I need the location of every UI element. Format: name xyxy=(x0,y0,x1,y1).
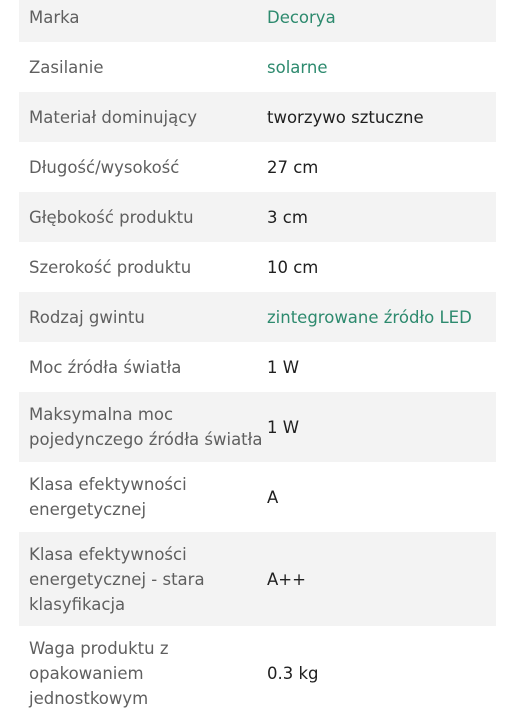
spec-label: Rodzaj gwintu xyxy=(29,307,145,327)
spec-value: 0.3 kg xyxy=(267,663,319,683)
power-source-link[interactable]: solarne xyxy=(267,57,328,77)
spec-value xyxy=(267,5,496,30)
spec-row-power-source xyxy=(19,42,496,92)
spec-value xyxy=(267,305,496,330)
spec-row-light-power xyxy=(19,342,496,392)
spec-label: Długość/wysokość xyxy=(29,157,180,177)
spec-row-brand xyxy=(19,0,496,42)
spec-row-material xyxy=(19,92,496,142)
spec-row-max-light-power xyxy=(19,392,496,462)
spec-row-length xyxy=(19,142,496,192)
spec-label: Moc źródła światła xyxy=(29,357,182,377)
thread-type-link[interactable]: zintegrowane źródło LED xyxy=(267,307,472,327)
spec-value: 27 cm xyxy=(267,157,319,177)
spec-label: Głębokość produktu xyxy=(29,207,194,227)
spec-label: Marka xyxy=(29,7,80,27)
product-specs-table xyxy=(19,0,496,720)
spec-value: 3 cm xyxy=(267,207,308,227)
spec-label: Klasa efektywności energetycznej - stara klasyfikacja xyxy=(29,544,205,614)
spec-label: Szerokość produktu xyxy=(29,257,192,277)
spec-value: 10 cm xyxy=(267,257,319,277)
spec-label: Klasa efektywności energetycznej xyxy=(29,475,187,519)
spec-row-energy-class-old xyxy=(19,532,496,626)
spec-label: Materiał dominujący xyxy=(29,107,198,127)
spec-label: Waga produktu z opakowaniem jednostkowym xyxy=(29,638,169,708)
brand-link[interactable]: Decorya xyxy=(267,7,336,27)
spec-value: 1 W xyxy=(267,357,300,377)
spec-label: Zasilanie xyxy=(29,57,104,77)
spec-row-weight xyxy=(19,626,496,720)
spec-label: Maksymalna moc pojedynczego źródła światła xyxy=(29,405,263,449)
spec-row-thread-type xyxy=(19,292,496,342)
spec-value: 1 W xyxy=(267,417,300,437)
spec-value: tworzywo sztuczne xyxy=(267,107,424,127)
spec-value: A xyxy=(267,487,279,507)
spec-value: A++ xyxy=(267,569,306,589)
spec-value xyxy=(267,55,496,80)
spec-row-depth xyxy=(19,192,496,242)
spec-row-energy-class xyxy=(19,462,496,532)
spec-row-width xyxy=(19,242,496,292)
